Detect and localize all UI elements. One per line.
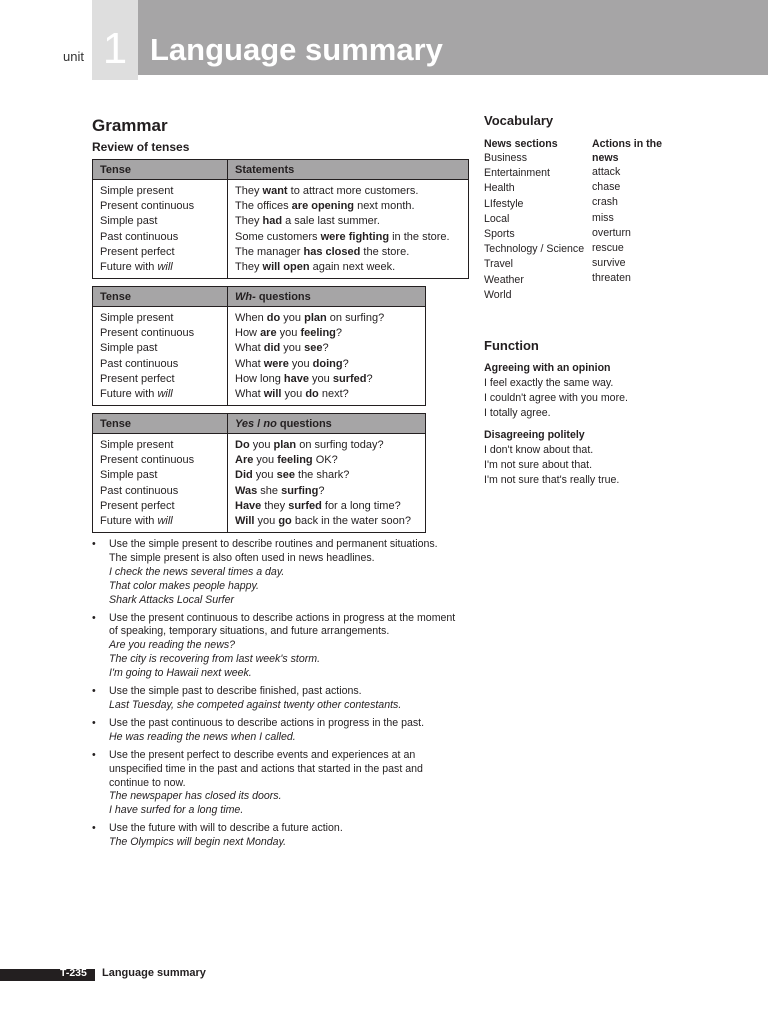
note-text: • Use the past continuous to describe actions in progress in the past. [109,716,425,729]
text-run: to attract more customers. [287,185,419,197]
note-example: The Olympics will begin next Monday. [109,836,287,849]
text-run: again next week. [309,261,396,274]
statements-table [92,159,469,279]
bold-text: feeling [300,327,336,340]
function-heading: Function [484,338,539,353]
bold-text: surfing [281,484,319,497]
vocab-item: Health [484,182,515,195]
example-sentence [235,453,418,468]
bold-text: surfed [288,499,322,512]
tense-list [93,307,228,406]
tense-list [93,180,228,279]
unit-number: 1 [102,24,128,73]
text-run: she [257,484,282,497]
example-sentence [235,357,418,372]
text-run: back in the water soon? [291,515,412,528]
example-sentence [235,326,418,341]
text-run: Future with [100,515,158,528]
text-run: Present perfect [100,499,175,512]
italic-text: will [157,515,173,528]
text-run: ? [318,484,325,497]
actions-in-the-news-list [592,137,662,287]
note-text: • Use the simple present to describe routines and permanent situations. [109,538,438,550]
text-run: Past continuous [100,357,179,370]
table-header-yes-no-questions [228,414,426,434]
vocab-item: Entertainment [484,167,550,180]
agreeing-heading: Agreeing with an opinion [484,362,611,374]
note-text: • Use the future with will to describe a future action. [109,822,343,835]
tense-name [100,245,220,260]
text-run: The manager [235,245,304,258]
bold-text: want [262,185,288,197]
vocab-item: Technology / Science [484,243,585,256]
text-run: they [261,499,289,512]
example-list [228,307,426,406]
grammar-heading: Grammar [92,116,168,135]
vocab-item: overturn [592,226,631,239]
italic-text: will [157,388,173,401]
vocab-column-heading: news [592,152,619,164]
vocab-item: crash [592,196,618,209]
text-run: in the store. [389,230,450,243]
text-run: you [309,372,333,385]
text-run: you [252,469,277,482]
text-run: Present perfect [100,245,175,258]
text-run: ? [366,372,373,385]
vocabulary-heading: Vocabulary [484,113,554,128]
example-sentence [235,245,461,260]
text-run: you [276,327,301,340]
grammar-note [92,538,472,608]
grammar-note [92,685,472,713]
note-text: The simple present is also often used in news headlines. [109,551,375,564]
text-run: you [280,312,305,324]
tense-name [100,387,220,402]
text-run: Simple present [100,312,174,324]
note-text: unspecified time in the past and actions that started in the past and [109,762,423,775]
vocab-item: miss [592,211,614,224]
example-sentence [235,484,418,499]
tense-name [100,438,220,453]
note-example: He was reading the news when I called. [109,730,296,743]
text-run: on surfing? [326,312,385,324]
bold-text: were fighting [320,230,390,243]
bold-text: go [278,515,292,528]
page-number: T-235 [60,967,87,979]
vocab-item: Sports [484,228,515,241]
vocab-item: Weather [484,273,524,286]
bold-text: see [276,469,295,482]
vocab-item: chase [592,181,621,194]
function-phrase: I totally agree. [484,407,551,420]
tense-name [100,484,220,499]
function-phrase: I couldn't agree with you more. [484,392,628,405]
grammar-note [92,822,472,850]
note-example: Last Tuesday, she competed against twenty other contestants. [109,698,402,711]
text-run: What [235,357,264,370]
tense-name [100,357,220,372]
example-sentence [235,499,418,514]
italic-text: Yes [235,417,255,430]
example-sentence [235,372,418,387]
example-sentence [235,438,418,453]
bold-text: will open [262,261,310,274]
vocab-item: rescue [592,242,624,255]
vocab-item: attack [592,166,621,178]
tense-name [100,453,220,468]
page-title: Language summary [150,32,443,67]
italic-text: no [263,417,277,430]
bold-text: are [260,327,277,340]
vocab-item: Travel [484,258,514,271]
text-run: Past continuous [100,230,179,243]
text-run: Simple past [100,215,158,228]
text-run: Simple past [100,469,158,482]
text-run: Some customers [235,230,321,243]
text-run: / [254,417,264,430]
vocab-item: LIfestyle [484,197,524,210]
footer-label: Language summary [102,967,206,979]
function-phrase: I don't know about that. [484,444,594,456]
vocab-item: threaten [592,272,631,285]
italic-text: will [157,261,173,274]
text-run: Past continuous [100,484,179,497]
text-run: When [235,312,267,324]
bold-text: are opening [291,200,355,213]
text-run: ? [322,342,329,355]
note-example: The city is recovering from last week's storm. [109,653,321,666]
bold-text: do [305,388,319,401]
bold-text: Was [235,484,258,497]
note-example: Are you reading the news? [109,639,236,652]
disagreeing-phrases [484,443,619,489]
example-sentence [235,230,461,245]
text-run: How long [235,372,284,385]
bold-text: were [263,357,289,370]
table-header-tense: Tense [93,160,228,180]
note-example: I check the news several times a day. [109,565,285,578]
bold-text: doing [312,357,343,370]
text-run: Present perfect [100,372,175,385]
text-run: They [235,185,263,197]
note-example: The newspaper has closed its doors. [109,790,282,803]
example-sentence [235,214,461,229]
text-run: you [249,439,274,451]
note-text: • Use the simple past to describe finished, past actions. [109,685,362,698]
grammar-note [92,749,472,819]
tense-name [100,260,220,275]
text-run: They [235,261,263,274]
grammar-note [92,717,472,745]
text-run: the store. [360,245,410,258]
disagreeing-heading: Disagreeing politely [484,429,585,441]
bold-text: will [263,388,282,401]
bold-text: Did [235,469,253,482]
example-sentence [235,341,418,356]
example-sentence [235,184,461,199]
text-run: Present continuous [100,200,195,213]
vocab-column-heading: Actions in the [592,138,663,150]
note-text: continue to now. [109,776,186,789]
note-example: That color makes people happy. [109,579,259,592]
note-text: • Use the present perfect to describe events and experiences at an [109,748,416,761]
text-run: ? [342,357,349,370]
text-run: The offices [235,200,292,213]
tense-name [100,499,220,514]
bold-text: Are [235,454,254,467]
table-header-wh-questions [228,287,426,307]
news-sections-list [484,137,584,303]
text-run: Statements [235,163,295,176]
text-run: Future with [100,261,158,274]
tense-name [100,468,220,483]
example-sentence [235,468,418,483]
note-text: • Use the present continuous to describe actions in progress at the moment [109,611,456,624]
wh-questions-table [92,286,426,406]
bold-text: have [283,372,309,385]
table-header-statements [228,160,469,180]
vocab-item: survive [592,257,626,270]
tense-name [100,326,220,341]
review-of-tenses-heading: Review of tenses [92,140,190,154]
grammar-note [92,612,472,682]
grammar-notes [92,538,472,854]
example-list [228,180,469,279]
text-run: Simple past [100,342,158,355]
yes-no-questions-table [92,413,426,533]
text-run: Present continuous [100,454,195,467]
example-sentence [235,311,418,326]
note-example: Shark Attacks Local Surfer [109,593,235,606]
text-run: questions [276,417,332,430]
tense-name [100,514,220,529]
text-run: you [281,388,306,401]
text-run: Simple present [100,439,174,451]
text-run: They [235,215,263,228]
text-run: you [253,454,278,467]
function-phrase: I feel exactly the same way. [484,377,614,389]
table-header-tense: Tense [93,414,228,434]
example-sentence [235,199,461,214]
text-run: next? [318,388,349,401]
text-run: How [235,327,261,340]
text-run: you [254,515,279,528]
agreeing-phrases [484,376,628,422]
text-run: What [235,388,264,401]
text-run: ? [335,327,343,340]
bold-text: Will [235,515,255,528]
tense-name [100,372,220,387]
note-example: I'm going to Hawaii next week. [109,667,252,680]
example-list [228,434,426,533]
vocab-item: World [484,288,512,301]
vocab-item: Business [484,152,527,164]
bold-text: has closed [303,245,361,258]
text-run: OK? [312,454,338,467]
function-phrase: I'm not sure that's really true. [484,474,620,487]
text-run: you [288,357,313,370]
example-sentence [235,514,418,529]
tense-name [100,230,220,245]
text-run: next month. [354,200,415,213]
bold-text: Do [235,439,250,451]
italic-text: Wh- [235,290,256,303]
tense-name [100,311,220,326]
example-sentence [235,260,461,275]
tense-name [100,199,220,214]
bold-text: do [266,312,281,324]
bold-text: did [263,342,281,355]
tense-name [100,184,220,199]
text-run: you [280,342,305,355]
function-phrase: I'm not sure about that. [484,459,593,472]
bold-text: feeling [277,454,313,467]
tense-name [100,341,220,356]
bold-text: Have [235,499,262,512]
bold-text: plan [304,312,327,324]
unit-label: unit [63,49,84,64]
vocab-column-heading: News sections [484,138,558,150]
text-run: Present continuous [100,327,195,340]
text-run: Simple present [100,185,174,197]
tense-list [93,434,228,533]
example-sentence [235,387,418,402]
bold-text: had [262,215,283,228]
text-run: on surfing today? [296,439,384,451]
text-run: a sale last summer. [282,215,380,228]
text-run: the shark? [294,469,350,482]
text-run: questions [255,290,311,303]
note-text: of speaking, temporary situations, and future arrangements. [109,625,390,638]
text-run: What [235,342,264,355]
vocab-item: Local [484,212,510,225]
bold-text: surfed [332,372,367,385]
bold-text: see [304,342,323,355]
note-example: I have surfed for a long time. [109,804,244,817]
bold-text: plan [273,439,297,451]
text-run: for a long time? [321,499,401,512]
tense-name [100,214,220,229]
text-run: Future with [100,388,158,401]
table-header-tense: Tense [93,287,228,307]
